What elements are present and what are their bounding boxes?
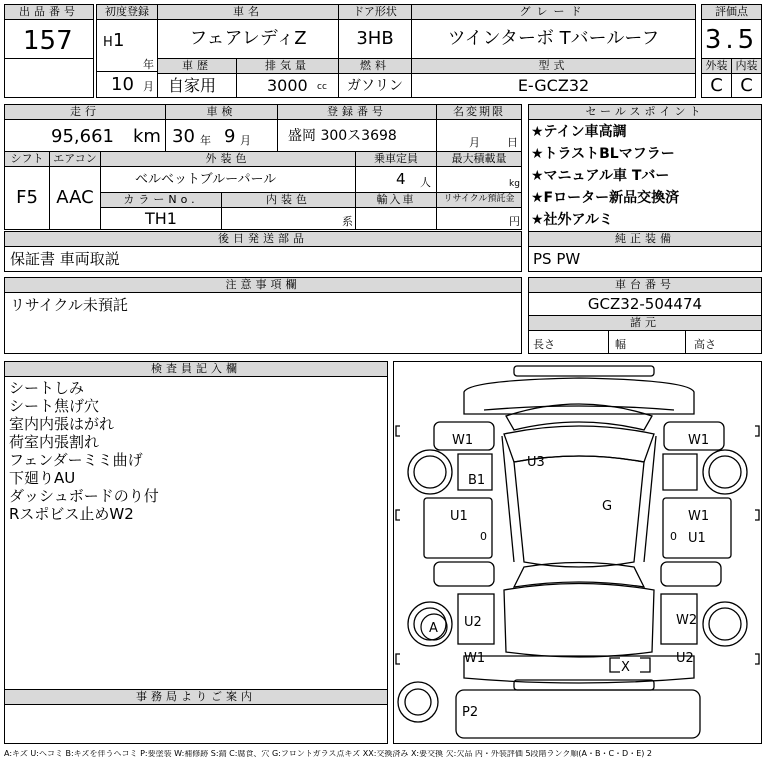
interior-grade: C	[740, 75, 753, 96]
sales-point-5: ★社外アルミ	[531, 212, 613, 228]
lot-value-cell	[4, 19, 94, 59]
mark-p2: P2	[462, 705, 479, 720]
recycle-label: リサイクル預託金	[436, 192, 522, 208]
inspector-line-7: ダッシュボードのり付	[9, 487, 159, 505]
legend: A:キズ U:ヘコミ B:キズを伴うヘコミ P:要塗装 W:補修跡 S:錆 C:腐食、穴 G:フロントガラス点キズ XX:交換済み X:要交換 欠:欠品 内・外装評価 5段階ランク順(A・B・C・D・E) 2	[4, 750, 653, 758]
interior-grade-cell	[731, 73, 762, 98]
displacement-unit: cc	[317, 82, 327, 92]
import-cell	[355, 207, 437, 230]
mark-rear-x: X	[621, 660, 630, 675]
interior-label: 内装	[731, 58, 762, 74]
inspection-month: 9	[224, 126, 236, 147]
inspector-line-3: 室内内張はがれ	[9, 415, 115, 433]
car-name-cell	[157, 19, 339, 59]
mileage-label: 走行	[4, 104, 166, 120]
notes-label: 注意事項欄	[4, 277, 522, 293]
inspection-label: 車検	[165, 104, 278, 120]
genuine-equipment-value: PS PW	[533, 250, 581, 268]
car-diagram	[394, 362, 761, 743]
notes-value: リサイクル未預託	[10, 296, 128, 314]
ext-color-value: ベルベットブルーパール	[135, 172, 277, 187]
name-change-label: 名変期限	[436, 104, 522, 120]
history-label: 車歴	[157, 58, 237, 74]
chassis-value: GCZ32-504474	[587, 295, 703, 313]
mark-rear-left-circle: A	[429, 621, 438, 636]
capacity-unit: 人	[420, 176, 431, 189]
max-load-unit: kg	[509, 179, 520, 189]
mark-b1: B1	[468, 473, 486, 488]
sales-points-label: セールスポイント	[528, 104, 762, 120]
mark-rear-left-bottom: W1	[464, 651, 486, 666]
door-cell	[338, 19, 412, 59]
height-cell	[685, 330, 762, 354]
length-cell	[528, 330, 609, 354]
max-load-label: 最大積載量	[436, 151, 522, 167]
length-label: 長さ	[533, 338, 555, 351]
later-parts-label: 後日発送部品	[4, 231, 522, 247]
displacement-label: 排気量	[236, 58, 339, 74]
genuine-equipment-cell	[528, 246, 762, 272]
chassis-cell	[528, 292, 762, 316]
lot-value: 157	[23, 26, 73, 56]
month-unit: 月	[143, 80, 154, 93]
name-change-month-unit: 月	[469, 136, 480, 149]
inspection-year: 30	[172, 126, 195, 147]
inspection-cell	[165, 119, 278, 152]
width-label: 幅	[615, 338, 626, 351]
displacement-value: 3000	[267, 76, 308, 95]
exterior-label: 外装	[701, 58, 732, 74]
color-no-label: カラーNo.	[100, 192, 222, 208]
inspector-line-6: 下廻りAU	[9, 469, 76, 487]
score-label: 評価点	[701, 4, 762, 20]
int-color-cell	[221, 207, 356, 230]
fuel-value: ガソリン	[347, 78, 403, 94]
capacity-cell	[355, 166, 437, 193]
car-diagram-frame	[393, 361, 762, 744]
first-reg-month-cell	[96, 71, 158, 98]
inspection-year-unit: 年	[200, 134, 211, 147]
reg-no-value: 盛岡 300ス3698	[288, 128, 397, 144]
grade-value: ツインターボ Tバールーフ	[447, 28, 660, 49]
notes-cell	[4, 292, 522, 354]
genuine-equipment-label: 純正装備	[528, 231, 762, 247]
car-name-label: 車名	[157, 4, 339, 20]
mark-left-door: U1	[450, 509, 468, 524]
mark-right-door: U1	[688, 531, 706, 546]
mileage-value: 95,661	[51, 126, 114, 147]
exterior-grade-cell	[701, 73, 732, 98]
history-value: 自家用	[168, 76, 217, 95]
inspector-line-5: フェンダーミミ曲げ	[9, 451, 143, 469]
model-label: 型式	[411, 58, 696, 74]
later-parts-cell	[4, 246, 522, 272]
grade-label: グレード	[411, 4, 696, 20]
reg-month: 10	[111, 74, 134, 95]
door-label: ドア形状	[338, 4, 412, 20]
history-cell	[157, 73, 237, 98]
office-label: 事務局よりご案内	[4, 689, 388, 705]
door-value: 3HB	[356, 28, 394, 49]
reg-year: 1	[113, 30, 125, 51]
sales-point-2: ★トラストBLマフラー	[531, 146, 675, 162]
ac-label: エアコン	[49, 151, 101, 167]
width-cell	[608, 330, 686, 354]
model-cell	[411, 73, 696, 98]
mark-zero-left: 0	[480, 530, 487, 543]
inspector-line-2: シート焦げ穴	[9, 397, 100, 415]
fuel-cell	[338, 73, 412, 98]
sales-point-4: ★Fローター新品交換済	[531, 190, 680, 206]
sales-point-3: ★マニュアル車 Tバー	[531, 168, 670, 184]
mileage-cell	[4, 119, 166, 152]
grade-cell	[411, 19, 696, 59]
first-reg-label: 初度登録	[96, 4, 158, 20]
mileage-unit: km	[133, 126, 161, 147]
sales-points-cell	[528, 119, 762, 232]
reg-no-cell	[277, 119, 437, 152]
fuel-label: 燃料	[338, 58, 412, 74]
inspection-month-unit: 月	[240, 134, 251, 147]
exterior-grade: C	[710, 75, 723, 96]
capacity-value: 4	[396, 170, 406, 188]
office-cell	[4, 704, 388, 744]
color-no-value: TH1	[145, 209, 177, 228]
first-reg-cell	[96, 19, 158, 72]
era: H	[103, 35, 113, 50]
mark-rear-right-bottom: U2	[676, 651, 694, 666]
year-unit: 年	[143, 58, 154, 71]
height-label: 高さ	[694, 338, 716, 351]
import-label: 輸入車	[355, 192, 437, 208]
inspector-label: 検査員記入欄	[4, 361, 388, 377]
score-value: 3.5	[704, 25, 759, 55]
mark-g: G	[602, 499, 613, 514]
recycle-cell	[436, 207, 522, 230]
inspector-line-1: シートしみ	[9, 379, 85, 397]
sales-point-1: ★テイン車高調	[531, 124, 627, 140]
inspector-cell	[4, 376, 388, 690]
recycle-unit: 円	[509, 215, 520, 228]
ext-color-label: 外装色	[100, 151, 356, 167]
name-change-cell	[436, 119, 522, 152]
int-color-label: 内装色	[221, 192, 356, 208]
ac-cell	[49, 166, 101, 230]
car-name: フェアレディZ	[189, 28, 307, 49]
inspector-line-4: 荷室内張割れ	[9, 433, 100, 451]
mark-rear-left: U2	[464, 615, 482, 630]
mark-front-right: W1	[688, 433, 710, 448]
max-load-cell	[436, 166, 522, 193]
ext-color-cell	[100, 166, 356, 193]
lot-blank-cell	[4, 58, 94, 98]
mark-zero-right: 0	[670, 530, 677, 543]
inspector-line-8: Rスポビス止めW2	[9, 505, 134, 523]
mark-u3: U3	[527, 455, 545, 470]
name-change-day-unit: 日	[507, 136, 518, 149]
ac-value: AAC	[56, 187, 94, 208]
score-cell	[701, 19, 762, 59]
reg-no-label: 登録番号	[277, 104, 437, 120]
mark-right-door-top: W1	[688, 509, 710, 524]
later-parts-value: 保証書 車両取説	[10, 250, 120, 268]
displacement-cell	[236, 73, 339, 98]
dimensions-label: 諸元	[528, 315, 762, 331]
int-color-unit: 系	[342, 215, 353, 228]
shift-label: シフト	[4, 151, 50, 167]
color-no-cell	[100, 207, 222, 230]
mark-rear-right-top: W2	[676, 613, 698, 628]
lot-label: 出品番号	[4, 4, 94, 20]
model-value: E-GCZ32	[517, 76, 590, 95]
mark-front-left: W1	[452, 433, 474, 448]
shift-cell	[4, 166, 50, 230]
shift-value: F5	[16, 187, 38, 208]
chassis-label: 車台番号	[528, 277, 762, 293]
capacity-label: 乗車定員	[355, 151, 437, 167]
